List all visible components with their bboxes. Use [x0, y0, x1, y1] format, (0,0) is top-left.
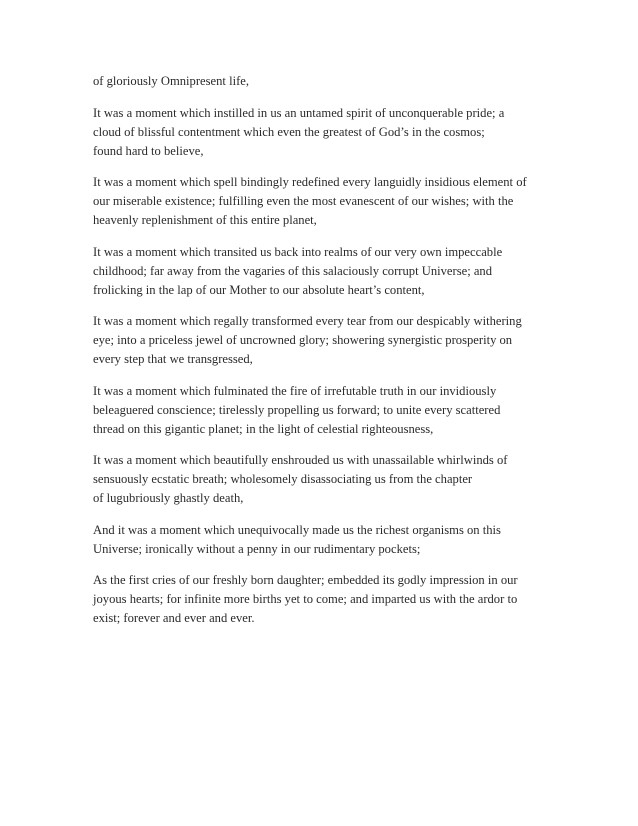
- text-line: eye; into a priceless jewel of uncrowned glory; showering synergistic prosperity on: [93, 333, 513, 347]
- paragraph-1: [93, 72, 563, 91]
- document-body: [93, 72, 563, 641]
- text-line: It was a moment which regally transformed every tear from our despicably withering: [93, 314, 522, 328]
- text-line: And it was a moment which unequivocally made us the richest organisms on this: [93, 522, 501, 537]
- text-line: It was a moment which spell bindingly redefined every languidly insidious element of: [93, 175, 527, 189]
- paragraph-7: [93, 451, 563, 508]
- paragraph-4: [93, 243, 563, 300]
- paragraph-3: [93, 173, 563, 230]
- text-line: As the first cries of our freshly born daughter; embedded its godly impression in our: [93, 573, 518, 587]
- text-line: It was a moment which instilled in us an untamed spirit of unconquerable pride; a: [93, 105, 505, 120]
- text-line: It was a moment which fulminated the fire of irrefutable truth in our invidiously: [93, 383, 497, 398]
- paragraph-8: [93, 521, 563, 559]
- paragraph-5: [93, 312, 563, 369]
- text-line: thread on this gigantic planet; in the light of celestial righteousness,: [93, 421, 434, 436]
- text-line: It was a moment which beautifully enshrouded us with unassailable whirlwinds of: [93, 453, 508, 467]
- paragraph-6: [93, 382, 563, 439]
- text-line: frolicking in the lap of our Mother to our absolute heart’s content,: [93, 282, 425, 297]
- text-line: Universe; ironically without a penny in our rudimentary pockets;: [93, 541, 421, 556]
- text-line: childhood; far away from the vagaries of this salaciously corrupt Universe; and: [93, 263, 493, 278]
- text-line: sensuously ecstatic breath; wholesomely disassociating us from the chapter: [93, 472, 473, 486]
- text-line: our miserable existence; fulfilling even the most evanescent of our wishes; with the: [93, 194, 514, 208]
- paragraph-2: [93, 104, 563, 161]
- text-line: of gloriously Omnipresent life,: [93, 74, 249, 88]
- text-line: of lugubriously ghastly death,: [93, 491, 244, 505]
- paragraph-9: [93, 571, 563, 628]
- text-line: every step that we transgressed,: [93, 352, 253, 366]
- text-line: found hard to believe,: [93, 143, 204, 158]
- text-line: heavenly replenishment of this entire planet,: [93, 213, 317, 227]
- text-line: It was a moment which transited us back into realms of our very own impeccable: [93, 244, 503, 259]
- text-line: joyous hearts; for infinite more births yet to come; and imparted us with the ardor to: [93, 592, 518, 606]
- text-line: beleaguered conscience; tirelessly propelling us forward; to unite every scattered: [93, 402, 501, 417]
- text-line: cloud of blissful contentment which even the greatest of God’s in the cosmos;: [93, 124, 485, 139]
- text-line: exist; forever and ever and ever.: [93, 611, 255, 625]
